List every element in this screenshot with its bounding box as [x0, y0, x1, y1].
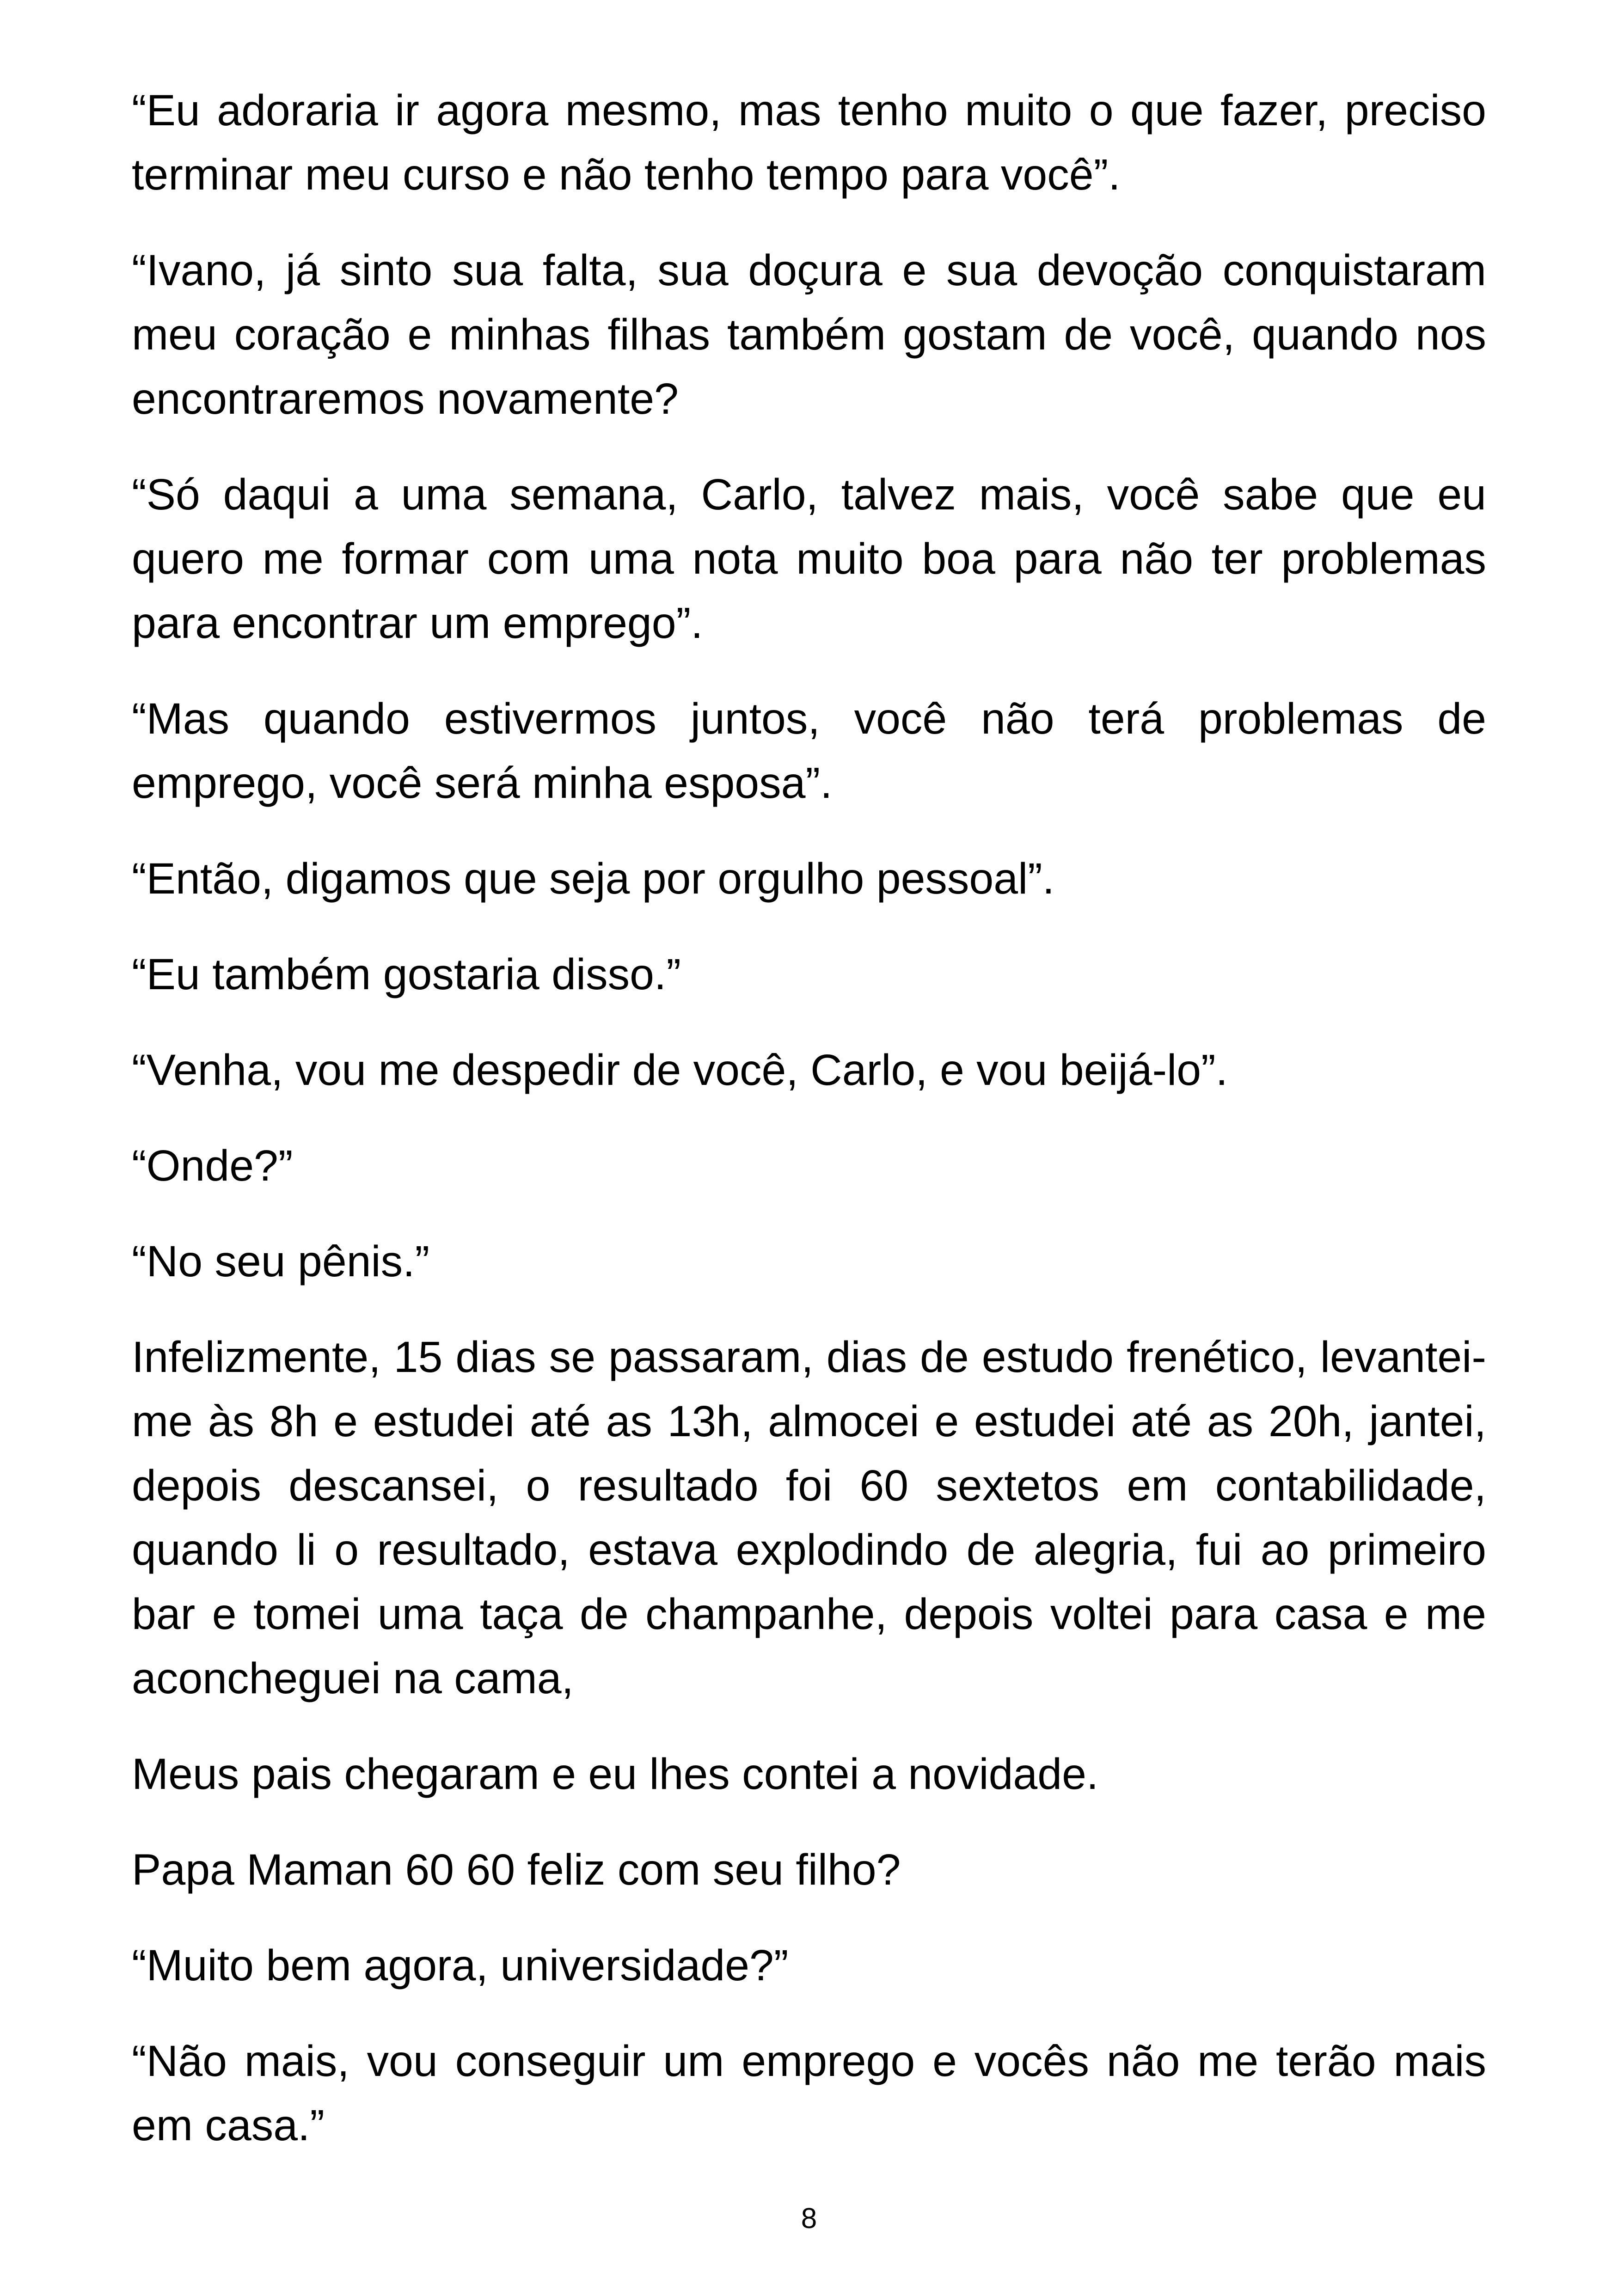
paragraph: “Só daqui a uma semana, Carlo, talvez mais, você sabe que eu quero me formar com uma nota muito boa para não ter problemas para encontrar um emprego”.: [132, 470, 1486, 648]
paragraph: “Venha, vou me despedir de você, Carlo, e vou beijá-lo”.: [132, 1046, 1228, 1095]
paragraph: “Eu também gostaria disso.”: [132, 950, 681, 999]
page-number: 8: [801, 2203, 817, 2235]
paragraph: “Onde?”: [132, 1141, 293, 1190]
paragraph: Infelizmente, 15 dias se passaram, dias de estudo frenético, levantei-me às 8h e estudei até as 13h, almocei e estudei até as 20h, jantei, depois descansei, o resultado foi 60 sextetos em contabilidade, quando li o resultado, estava explodindo de alegria, fui ao primeiro bar e tomei uma taça de champanhe, depois voltei para casa e me aconcheguei na cama,: [132, 1333, 1486, 1703]
paragraph: “Eu adoraria ir agora mesmo, mas tenho muito o que fazer, preciso terminar meu curso e não tenho tempo para você”.: [132, 86, 1486, 199]
paragraph: “Ivano, já sinto sua falta, sua doçura e sua devoção conquistaram meu coração e minhas filhas também gostam de você, quando nos encontraremos novamente?: [132, 246, 1486, 423]
body-text: [132, 79, 1486, 2189]
paragraph: “Muito bem agora, universidade?”: [132, 1941, 789, 1990]
paragraph: “Então, digamos que seja por orgulho pessoal”.: [132, 854, 1055, 903]
paragraph: Meus pais chegaram e eu lhes contei a novidade.: [132, 1750, 1099, 1799]
paragraph: “Mas quando estivermos juntos, você não terá problemas de emprego, você será minha esposa”.: [132, 694, 1486, 808]
paragraph: Papa Maman 60 60 feliz com seu filho?: [132, 1845, 901, 1894]
paragraph: “Não mais, vou conseguir um emprego e vocês não me terão mais em casa.”: [132, 2037, 1486, 2150]
paragraph: “No seu pênis.”: [132, 1237, 430, 1286]
